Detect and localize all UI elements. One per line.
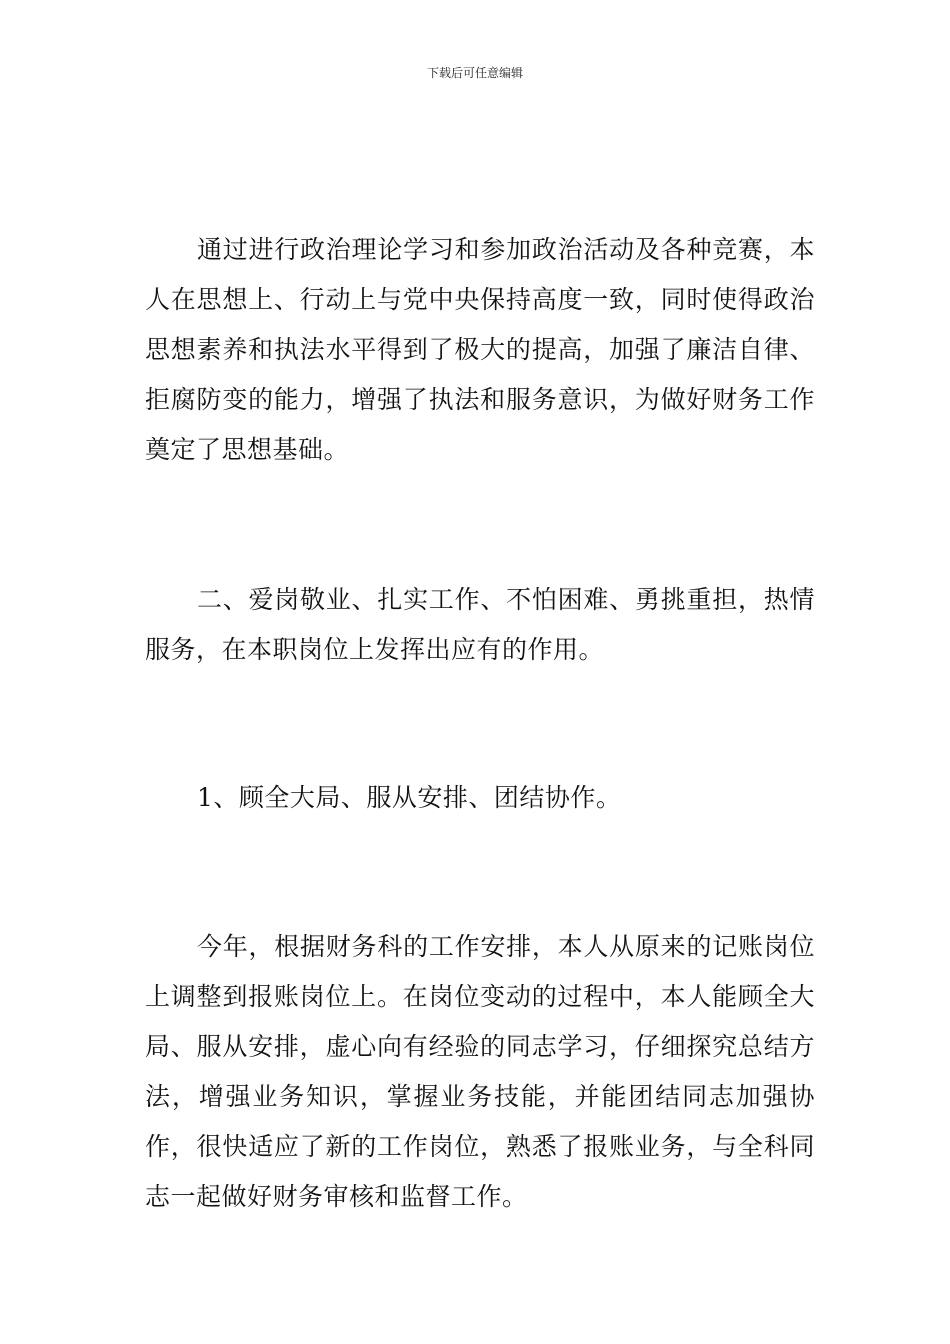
paragraph-subheading-one: 1、顾全大局、服从安排、团结协作。	[197, 783, 622, 812]
paragraph-job-change: 今年，根据财务科的工作安排，本人从原来的记账岗位上调整到报账岗位上。在岗位变动的过程中，本人能顾全大局、服从安排，虚心向有经验的同志学习，仔细探究总结方法，增强业务知识，掌握业务技能，并能团结同志加强协作，很快适应了新的工作岗位，熟悉了报账业务，与全科同志一起做好财务审核和监督工作。	[145, 932, 815, 1211]
paragraph-political-study: 通过进行政治理论学习和参加政治活动及各种竞赛，本人在思想上、行动上与党中央保持高度一致，同时使得政治思想素养和执法水平得到了极大的提高，加强了廉洁自律、拒腐防变的能力，增强了执法和服务意识，为做好财务工作奠定了思想基础。	[145, 235, 815, 464]
page-header: 下载后可任意编辑	[426, 66, 523, 80]
paragraph-section-two-heading: 二、爱岗敬业、扎实工作、不怕困难、勇挑重担，热情服务，在本职岗位上发挥出应有的作用。	[145, 585, 815, 664]
